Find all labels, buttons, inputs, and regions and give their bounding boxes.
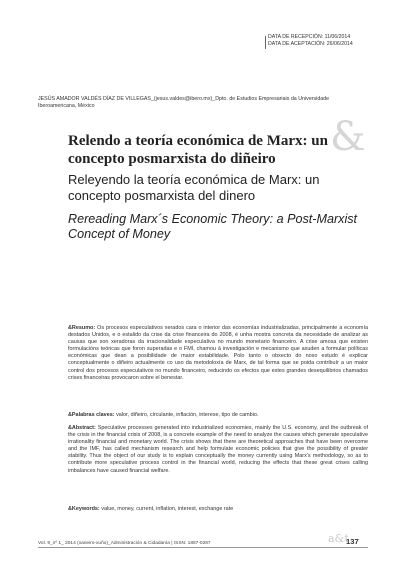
resumo-paragraph [68, 325, 368, 382]
title-spanish: Releyendo la teoría económica de Marx: un concepto posmarxista del dinero [68, 172, 320, 203]
footer-citation: Vol. 9_nº 1_ 2014 (xaneiro-xuño)_Administración & Cidadanía | ISSN: 1887-0287 [38, 541, 211, 546]
keywords-label: &Keywords: [68, 506, 100, 512]
palabras-claves-label: &Palabras claves: [68, 412, 115, 418]
reception-dates [268, 34, 353, 48]
dates-divider [265, 36, 266, 49]
title-galician: Relendo a teoría económica de Marx: un concepto posmarxista do diñeiro [68, 133, 328, 167]
resumo-text: Os procesos especulativos xerados cara o interior das economías industrializadas, principalmente a economía destados Unidos, e o estalido da crise da crise financeira do 2008, é unha mostra concreta da necesidade de analizar as causas que son xeradoras da irracionalidade especulativa no mundo monetario financeiro. A crise amosa que existen formulacións teóricas que foron superadas e o FMI, chamou á investigación e mecanismo que axuden a formular políticas económicas que dean a posibilidade de maior estabilidade. Polo tanto o obxecto do noso estudo é explicar conceptualmente o diñeiro actualmente co uso da metodoloxía de Marx, de tal forma que se poida contribuír a un maior control dos procesos especulativos no mundo financeiro, reducindo os efectos que estes grandes desequilibrios chamados crises financeiras provocaron sobre el benestar. [68, 325, 368, 381]
author-affiliation: JESÚS AMADOR VALDÉS DÍAZ DE VILLEGAS_(jesus.valdes@ibero.mx)_Dpto. de Estudios Empresariais da Universidade Iberoamericana, México [38, 96, 330, 109]
footer-rule [38, 547, 368, 548]
page-number: 137 [346, 537, 359, 546]
title-english: Rereading Marx´s Economic Theory: a Post-Marxist Concept of Money [68, 212, 358, 241]
abstract-text: Speculative processes generated into industrialized economies, mainly the U.S. economy, and the outbreak of the crisis in the financial crisis of 2008, is a concrete example of the need to analyze the causes which generate speculative irrationality financial and monetary world. The crisis shows that there are theoretical approaches that have been overcome and the IMF, has called mechanism research and help formulate economic policies that give the possibility of greater stability. Thus the object of our study is to explain conceptually the money currently using Marx's methodology, so as to contribute more speculative process control in the financial world, reducing the effects that these great crises calling imbalances have caused financial welfare. [68, 425, 368, 474]
palabras-claves-paragraph [68, 412, 368, 419]
keywords-text: value, money, current, inflation, interest, exchange rate [101, 506, 234, 512]
resumo-label: &Resumo: [68, 325, 96, 331]
ampersand-logo-icon: & [330, 114, 366, 160]
abstract-label: &Abstract: [68, 425, 96, 431]
date-received: DATA DE RECEPCIÓN: 11/06/2014 [268, 34, 351, 40]
abstract-paragraph [68, 425, 368, 475]
journal-logo-icon: a&t [328, 532, 349, 545]
keywords-paragraph [68, 506, 368, 513]
date-accepted: DATA DE ACEPTACIÓN: 26/06/2014 [268, 41, 353, 47]
palabras-claves-text: valor, diñeiro, circulante, inflación, interese, tipo de cambio. [116, 412, 259, 418]
